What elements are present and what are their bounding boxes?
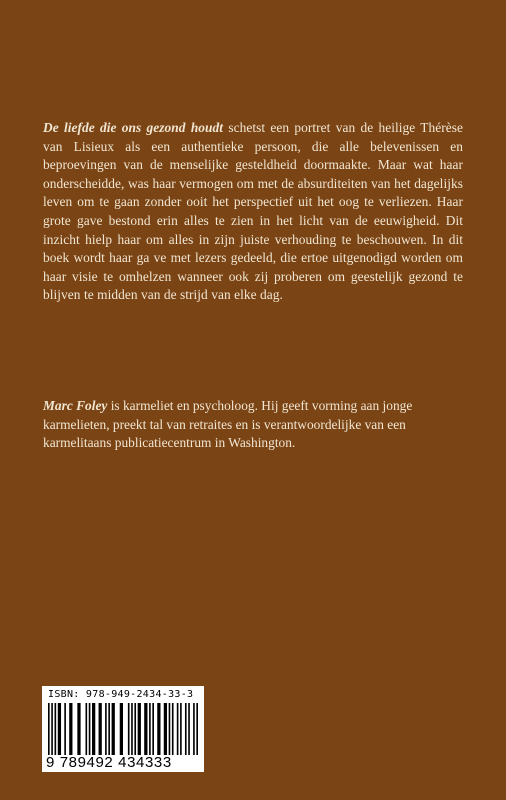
barcode-bar (99, 703, 102, 755)
back-cover-blurb (43, 119, 463, 305)
barcode-bar (185, 703, 187, 755)
ean-digits: 9 789492 434333 (46, 754, 172, 771)
barcode-bar (112, 703, 115, 755)
barcode-bar (134, 703, 136, 755)
barcode-bar (164, 703, 167, 755)
barcode-bar (188, 703, 190, 755)
barcode-bar (196, 703, 198, 755)
barcode-bar (149, 703, 151, 755)
barcode-bar (152, 703, 154, 755)
barcode-bar (193, 703, 195, 755)
author-bio-text: is karmeliet en psycholoog. Hij geeft vorming aan jonge karmelieten, preekt tal van retraites en is verantwoordelijke van een karmelitaans publicatiecentrum in Washington. (43, 398, 413, 451)
book-title: De liefde die ons gezond houdt (43, 120, 224, 135)
barcode-bar (77, 703, 80, 755)
barcode-bar (69, 703, 72, 755)
barcode-bar (131, 703, 133, 755)
barcode-bar (138, 703, 141, 755)
barcode-bar (108, 703, 110, 755)
barcode-bar (144, 703, 147, 755)
barcode-bar (120, 703, 123, 755)
author-bio (43, 397, 463, 453)
barcode-bar (169, 703, 171, 755)
barcode-bar (89, 703, 91, 755)
barcode-bar (172, 703, 174, 755)
isbn-barcode (42, 686, 204, 772)
barcode-bar (105, 703, 107, 755)
barcode-bar (64, 703, 66, 755)
barcode-bar (128, 703, 130, 755)
blurb-text: schetst een portret van de heilige Thérèse van Lisieux als een authentieke persoon, die alle belevenissen en beproevingen van de menselijke gesteldheid doormaakte. Maar wat haar onderscheidde, was haar vermogen om met de absurditeiten van het dagelijks leven om te gaan zonder ooit het perspectief uit het oog te verliezen. Haar grote gave bestond erin alles te zien in het licht van de eeuwigheid. Dit inzicht hielp haar om alles in zijn juiste verhouding te beschouwen. In dit boek wordt haar ga ve met lezers gedeeld, die ertoe uitgenodigd worden om haar visie te omhelzen wanneer ook zij proberen om geestelijk gezond te blijven te midden van de strijd van elke dag. (43, 120, 463, 303)
isbn-label: ISBN: 978-949-2434-33-3 (48, 689, 194, 700)
barcode-bar (92, 703, 95, 755)
author-name: Marc Foley (43, 398, 108, 413)
barcode-bar (51, 703, 53, 755)
barcode-bar (157, 703, 160, 755)
barcode-bar (48, 703, 50, 755)
barcode-bar (180, 703, 182, 755)
barcode-bar (55, 703, 57, 755)
barcode-bar (177, 703, 179, 755)
barcode-bar (86, 703, 88, 755)
barcode-bar (58, 703, 61, 755)
barcode-bars (48, 703, 198, 755)
